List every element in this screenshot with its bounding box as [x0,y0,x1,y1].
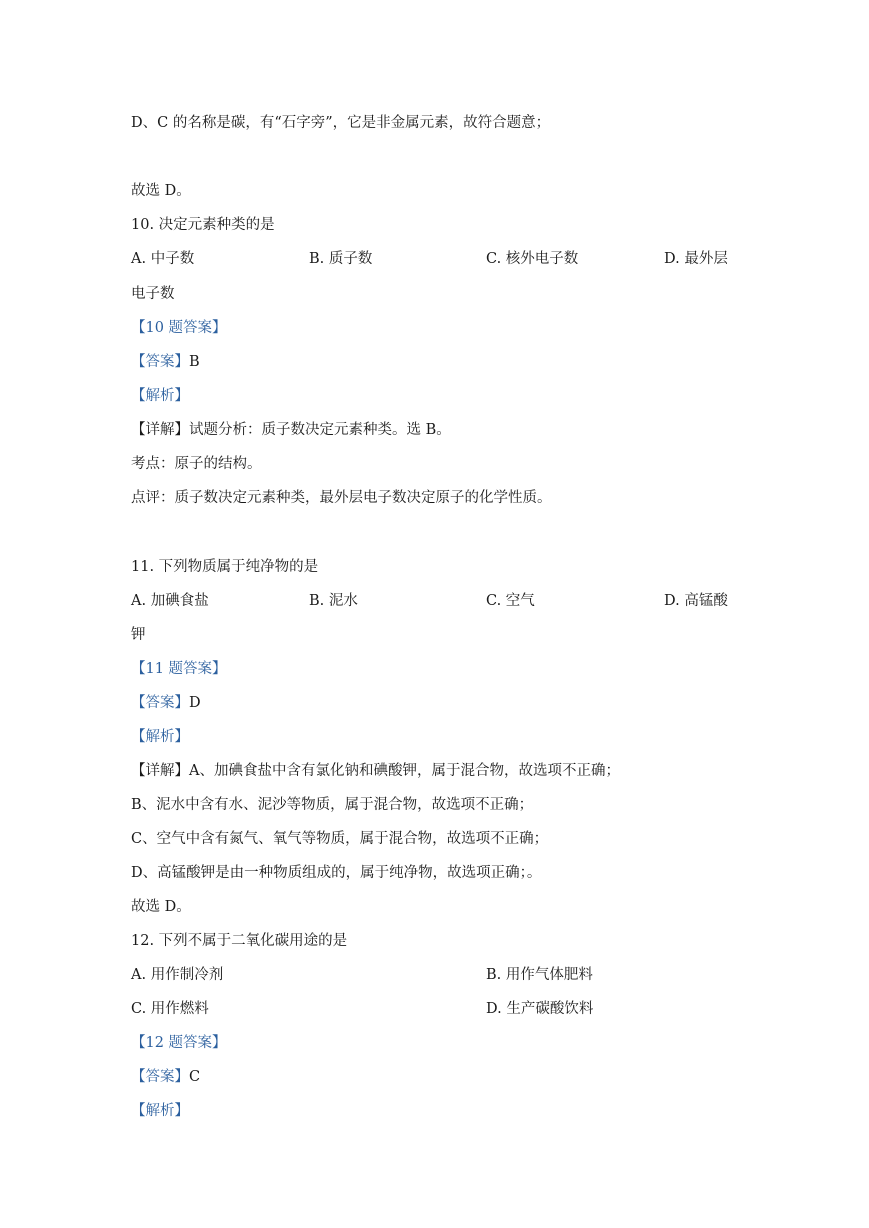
answer-label: 【答案】 [131,695,189,711]
prev-analysis-line-d: D、C 的名称是碳，有“石字旁”，它是非金属元素，故符合题意； [131,115,551,131]
q11-answer-header: 【11 题答案】 [131,661,227,677]
q10-option-b: B. 质子数 [309,251,373,267]
q12-option-c: C. 用作燃料 [131,1001,209,1017]
answer-value: C [189,1069,201,1085]
q11-line-b: B、泥水中含有水、泥沙等物质，属于混合物，故选项不正确； [131,797,534,813]
q11-line-d: D、高锰酸钾是由一种物质组成的，属于纯净物，故选项正确；。 [131,865,542,881]
q10-dianping: 点评：质子数决定元素种类，最外层电子数决定原子的化学性质。 [131,490,552,506]
q10-option-d-wrap: 电子数 [131,286,175,302]
answer-label: 【答案】 [131,1069,189,1085]
q10-answer [131,352,200,372]
prev-conclusion: 故选 D。 [131,183,191,199]
q11-detail [131,761,620,781]
q11-line-c: C、空气中含有氮气、氧气等物质，属于混合物，故选项不正确； [131,831,549,847]
q10-stem: 10. 决定元素种类的是 [131,217,275,233]
q10-detail [131,420,451,440]
q12-option-b: B. 用作气体肥料 [486,967,593,983]
q11-option-d-wrap: 钾 [131,627,146,643]
q11-conclusion: 故选 D。 [131,899,191,915]
q10-option-a: A. 中子数 [131,251,195,267]
q11-option-d: D. 高锰酸 [664,593,728,609]
answer-value: B [189,354,200,370]
q11-option-a: A. 加碘食盐 [131,593,209,609]
q12-analysis-label: 【解析】 [131,1103,189,1119]
q11-option-b: B. 泥水 [309,593,358,609]
q10-kaodian: 考点：原子的结构。 [131,456,262,472]
q11-analysis-label: 【解析】 [131,729,189,745]
answer-value: D [189,695,201,711]
q12-option-a: A. 用作制冷剂 [131,967,224,983]
detail-label: 【详解】 [131,422,189,438]
q11-stem: 11. 下列物质属于纯净物的是 [131,559,319,575]
answer-label: 【答案】 [131,354,189,370]
detail-text: A、加碘食盐中含有氯化钠和碘酸钾，属于混合物，故选项不正确； [189,763,620,779]
detail-text: 试题分析：质子数决定元素种类。选 B。 [189,422,451,438]
q11-answer [131,693,201,713]
q10-option-c: C. 核外电子数 [486,251,579,267]
q12-stem: 12. 下列不属于二氧化碳用途的是 [131,933,348,949]
q12-answer-header: 【12 题答案】 [131,1035,227,1051]
detail-label: 【详解】 [131,763,189,779]
q10-analysis-label: 【解析】 [131,388,189,404]
q11-option-c: C. 空气 [486,593,535,609]
q10-answer-header: 【10 题答案】 [131,320,227,336]
q10-option-d: D. 最外层 [664,251,728,267]
q12-option-d: D. 生产碳酸饮料 [486,1001,594,1017]
q12-answer [131,1067,200,1087]
